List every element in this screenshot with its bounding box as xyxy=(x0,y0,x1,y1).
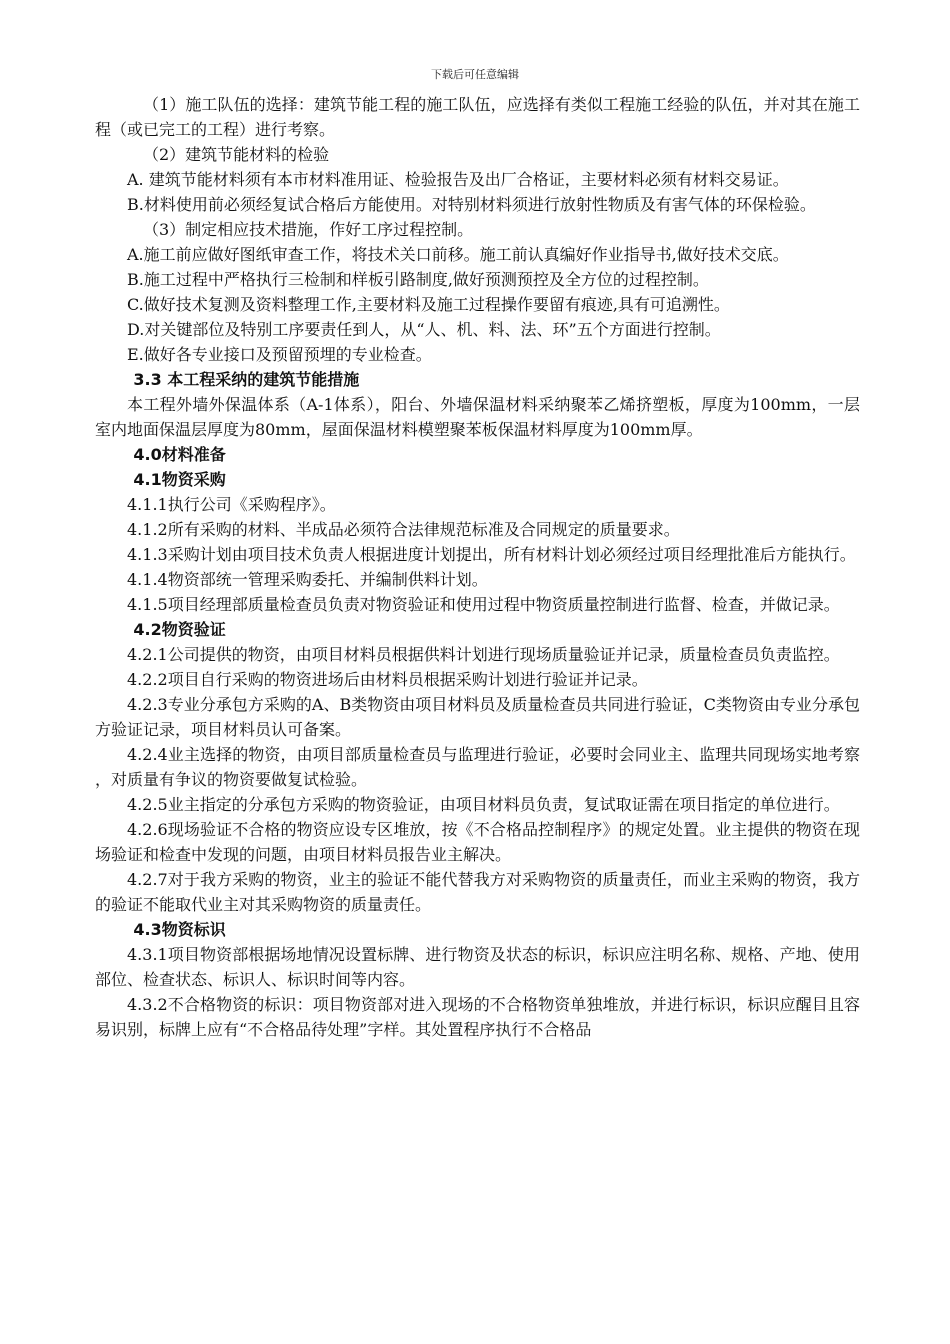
paragraph: E.做好各专业接口及预留预埋的专业检查。 xyxy=(127,345,432,364)
paragraph: （2）建筑节能材料的检验 xyxy=(143,145,330,164)
paragraph: 4.1.4物资部统一管理采购委托、并编制供料计划。 xyxy=(127,570,488,589)
paragraph: B.材料使用前必须经复试合格后方能使用。对特别材料须进行放射性物质及有害气体的环保检验。 xyxy=(127,195,816,214)
paragraph: 4.1.5项目经理部质量检查员负责对物资验证和使用过程中物资质量控制进行监督、检查，并做记录。 xyxy=(127,595,840,614)
section-heading: 4.1物资采购 xyxy=(133,470,226,489)
paragraph: 4.1.1执行公司《采购程序》。 xyxy=(127,495,336,514)
paragraph: A.施工前应做好图纸审查工作，将技术关口前移。施工前认真编好作业指导书,做好技术交底。 xyxy=(127,245,789,264)
paragraph: 4.2.3专业分承包方采购的A、B类物资由项目材料员及质量检查员共同进行验证，C类物资由专业分承包方验证记录，项目材料员认可备案。 xyxy=(95,695,860,739)
paragraph: 4.2.7对于我方采购的物资，业主的验证不能代替我方对采购物资的质量责任，而业主采购的物资，我方的验证不能取代业主对其采购物资的质量责任。 xyxy=(95,870,860,914)
paragraph: 本工程外墙外保温体系（A-1体系），阳台、外墙保温材料采纳聚苯乙烯挤塑板，厚度为100mm，一层室内地面保温层厚度为80mm，屋面保温材料模塑聚苯板保温材料厚度为100mm厚。 xyxy=(95,395,860,439)
paragraph: C.做好技术复测及资料整理工作,主要材料及施工过程操作要留有痕迹,具有可追溯性。 xyxy=(127,295,730,314)
paragraph: 4.2.2项目自行采购的物资进场后由材料员根据采购计划进行验证并记录。 xyxy=(127,670,648,689)
document-body xyxy=(95,92,860,1042)
paragraph: 4.3.2不合格物资的标识：项目物资部对进入现场的不合格物资单独堆放，并进行标识，标识应醒目且容易识别，标牌上应有“不合格品待处理”字样。其处置程序执行不合格品 xyxy=(95,995,860,1039)
section-heading: 3.3 本工程采纳的建筑节能措施 xyxy=(133,370,360,389)
section-heading: 4.3物资标识 xyxy=(133,920,226,939)
paragraph: 4.1.2所有采购的材料、半成品必须符合法律规范标准及合同规定的质量要求。 xyxy=(127,520,680,539)
paragraph: 4.1.3采购计划由项目技术负责人根据进度计划提出，所有材料计划必须经过项目经理批准后方能执行。 xyxy=(127,545,856,564)
section-heading: 4.2物资验证 xyxy=(133,620,226,639)
paragraph: B.施工过程中严格执行三检制和样板引路制度,做好预测预控及全方位的过程控制。 xyxy=(127,270,709,289)
paragraph: 4.2.6现场验证不合格的物资应设专区堆放，按《不合格品控制程序》的规定处置。业主提供的物资在现场验证和检查中发现的问题，由项目材料员报告业主解决。 xyxy=(95,820,860,864)
paragraph: A. 建筑节能材料须有本市材料准用证、检验报告及出厂合格证，主要材料必须有材料交易证。 xyxy=(127,170,789,189)
paragraph: 4.2.1公司提供的物资，由项目材料员根据供料计划进行现场质量验证并记录，质量检查员负责监控。 xyxy=(127,645,840,664)
paragraph: 4.2.5业主指定的分承包方采购的物资验证，由项目材料员负责，复试取证需在项目指定的单位进行。 xyxy=(127,795,840,814)
paragraph: D.对关键部位及特别工序要责任到人，从“人、机、料、法、环”五个方面进行控制。 xyxy=(127,320,721,339)
section-heading: 4.0材料准备 xyxy=(133,445,226,464)
paragraph: 4.2.4业主选择的物资，由项目部质量检查员与监理进行验证，必要时会同业主、监理共同现场实地考察，对质量有争议的物资要做复试检验。 xyxy=(95,745,860,789)
paragraph: （1）施工队伍的选择：建筑节能工程的施工队伍，应选择有类似工程施工经验的队伍，并对其在施工程（或已完工的工程）进行考察。 xyxy=(95,95,860,139)
paragraph: （3）制定相应技术措施，作好工序过程控制。 xyxy=(143,220,474,239)
page-header: 下载后可任意编辑 xyxy=(431,68,519,81)
paragraph: 4.3.1项目物资部根据场地情况设置标牌、进行物资及状态的标识，标识应注明名称、规格、产地、使用部位、检查状态、标识人、标识时间等内容。 xyxy=(95,945,860,989)
